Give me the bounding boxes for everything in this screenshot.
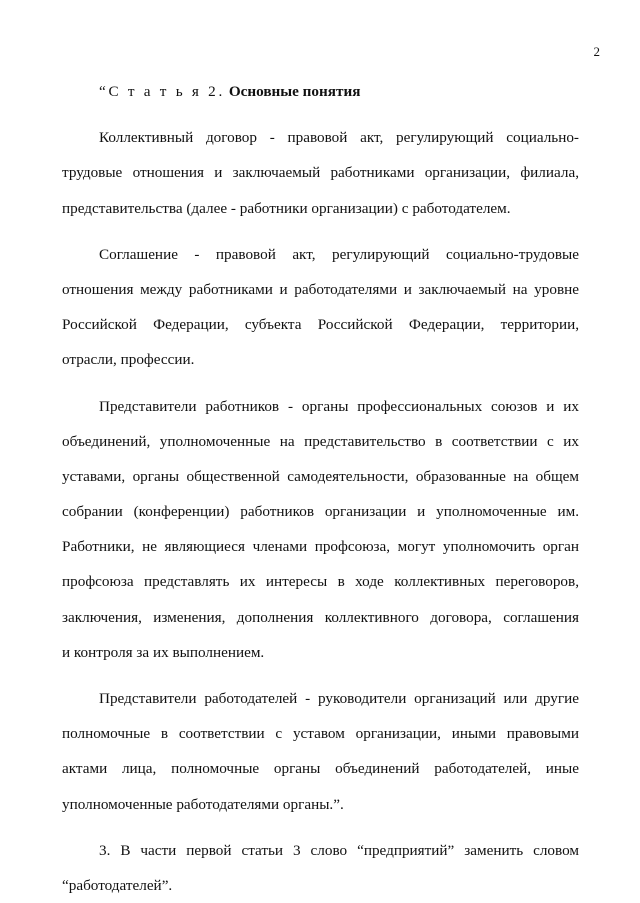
page-number: 2 <box>593 44 600 59</box>
paragraph-line: представительства (далее - работники организации) с работодателем. <box>62 199 511 217</box>
paragraph-line: полномочные в соответствии с уставом организации, иными правовыми <box>62 725 579 743</box>
paragraph-line: отрасли, профессии. <box>62 351 195 369</box>
paragraph-line: актами лица, полномочные органы объединений работодателей, иные <box>62 760 579 778</box>
paragraph-line: 3. В части первой статьи 3 слово “предприятий” заменить словом <box>99 841 579 859</box>
article-title: Основные понятия <box>228 83 361 100</box>
article-heading <box>62 74 579 109</box>
paragraph-line: Представители работников - органы профессиональных союзов и их <box>99 397 579 415</box>
paragraph-line: трудовые отношения и заключаемый работниками организации, филиала, <box>62 164 579 182</box>
paragraph-line: Российской Федерации, субъекта Российской Федерации, территории, <box>62 316 579 334</box>
paragraph-line: Соглашение - правовой акт, регулирующий социально-трудовые <box>99 245 579 263</box>
paragraph-line: Работники, не являющиеся членами профсоюза, могут уполномочить орган <box>62 538 579 556</box>
paragraph-line: уставами, органы общественной самодеятельности, образованные на общем <box>62 467 579 485</box>
paragraph-line: и контроля за их выполнением. <box>62 643 265 661</box>
paragraph-line: объединений, уполномоченные на представительство в соответствии с их <box>62 432 579 450</box>
paragraph-line: отношения между работниками и работодателями и заключаемый на уровне <box>62 280 579 298</box>
paragraph-line: собрании (конференции) работников организации и уполномоченные им. <box>62 503 579 521</box>
paragraph-line: уполномоченные работодателями органы.”. <box>62 795 344 813</box>
paragraph-line: Представители работодателей - руководители организаций или другие <box>99 690 579 707</box>
article-number: “С т а т ь я 2. <box>99 83 226 100</box>
paragraph-line: Коллективный договор - правовой акт, регулирующий социально- <box>99 129 579 147</box>
paragraph-line: заключения, изменения, дополнения коллективного договора, соглашения <box>62 608 579 626</box>
paragraph-line: профсоюза представлять их интересы в ходе коллективных переговоров, <box>62 573 579 591</box>
document-body <box>62 74 579 903</box>
paragraph-line: “работодателей”. <box>62 876 173 894</box>
